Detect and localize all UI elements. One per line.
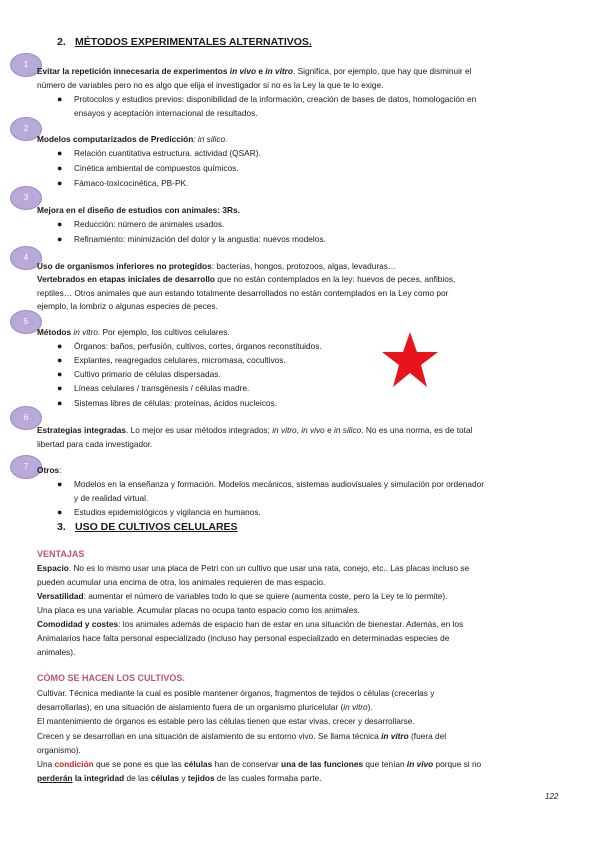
section-2-heading — [57, 36, 312, 49]
item-3-lead: Mejora en el diseño de estudios con animales: 3Rs. — [37, 205, 240, 215]
item-1-line-2: número de variables pero no es algo que elija el investigador si no es la Ley la que te lo exige. — [37, 80, 384, 90]
number-badge-1: 1 — [10, 53, 42, 77]
ventajas-comodidad-line-1: Comodidad y costes: los animales además de espacio han de estar en una situación de bienestar. Además, en los — [37, 619, 464, 629]
document-page: 2. MÉTODOS EXPERIMENTALES ALTERNATIVOS. 1 2 3 4 5 6 7 Evitar la repetición innecesaria de experimentos in vivo e in vitro. Significa, por ejemplo, que hay que disminuir el número de variables pero no es algo que elija el investigador si no es la Ley la que te lo exige. ● Protocolos y estudios previos: disponibilidad de la información, creación de bases de datos, homologación en ensayos y aceptación internacional de resultados. Modelos computarizados de Predicción: in silico. ● Relación cuantitativa estructura. actividad (QSAR). ● Cinética ambiental de compuestos químicos. ● Fámaco-toxicocinética, PB-PK. Mejora en el diseño de estudios con animales: 3Rs. ● Reducción: número de animales usados. ● Refinamiento: minimización del dolor y la angustia: nuevos modelos. Uso de organismos inferiores no protegidos: bacterias, hongos, protozoos, algas, levaduras… Vertebrados en etapas iniciales de desarrollo que no están contemplados en la ley: huevos de peces, anfibios, reptiles… Otros animales que aun estando totalmente desarrollados no están contemplados en la Ley como por ejemplo, la lombriz o algunas especies de peces. Métodos in vitro. Por ejemplo, los cultivos celulares. ● Órganos: baños, perfusión, cultivos, cortes, órganos reconstituidos. ● Explantes, reagregados celulares, micromasa, cocultivos. ● Cultivo primario de células dispersadas. ● Líneas celulares / transgénesis / células madre. ● Sistemas libres de células: proteínas, ácidos nucleicos. Estrategias integradas. Lo mejor es usar métodos integrados; in vitro, in vivo e in silico. No es una norma, es de total libertad para cada investigador. Otros: ● Modelos en la enseñanza y formación. Modelos mecánicos, sistemas audiovisuales y simulación por ordenador y de realidad virtual. ● Estudios epidemiológicos y vigilancia en humanos. 3. USO DE CULTIVOS CELULARES VENTAJAS Espacio. No es lo mismo usar una placa de Petri con un cultivo que usar una rata, conejo, etc.. Las placas incluso se pueden acumular una encima de otra, los animales requieren de mas espacio. Versatilidad: aumentar el número de variables todo lo que se quiere (aumenta coste, pero la Ley te lo permite). Una placa es una variable. Acumular placas no ocupa tanto espacio como los animales. Comodidad y costes: los animales además de espacio han de estar en una situación de bienestar. Además, en los Animalarios hace falta personal especializado (incluso hay personal especializado en determinadas especies de animales). CÓMO SE HACEN LOS CULTIVOS. Cultivar. Técnica mediante la cual es posible mantener órganos, fragmentos de tejidos o células (crecerlas y desarrollarlas), en una situación de aislamiento fuera de un organismo pluricelular (in vitro). El mantenimiento de órganos es estable pero las células tienen que estar vivas, crecer y desarrollarse. Crecen y se desarrollan en una situación de aislamiento de su entorno vivo. Se llama técnica in vitro (fuera del organismo). Una condición que se pone es que las células han de conservar una de las funciones que tenían in vivo porque si no perderán la integridad de las células y tejidos de las cuales formaba parte. 122 — [0, 0, 599, 848]
bullet-icon: ● — [57, 219, 63, 229]
bullet-icon: ● — [57, 148, 63, 158]
ventajas-espacio-line-2: pueden acumular una encima de otra, los animales requieren de mas espacio. — [37, 577, 326, 587]
como-line-5: organismo). — [37, 745, 81, 755]
ventajas-espacio-line-1: Espacio. No es lo mismo usar una placa de Petri con un cultivo que usar una rata, conejo, etc.. Las placas incluso se — [37, 563, 470, 573]
como-title: CÓMO SE HACEN LOS CULTIVOS. — [37, 673, 185, 683]
item-4-line-2: Vertebrados en etapas iniciales de desarrollo que no están contemplados en la ley: huevos de peces, anfibios, — [37, 274, 456, 284]
section-3-heading — [57, 521, 238, 534]
item-5-lead: Métodos in vitro. Por ejemplo, los cultivos celulares. — [37, 327, 230, 337]
como-line-3: El mantenimiento de órganos es estable pero las células tienen que estar vivas, crecer y desarrollarse. — [37, 716, 415, 726]
bullet-icon: ● — [57, 178, 63, 188]
como-line-4: Crecen y se desarrollan en una situación de aislamiento de su entorno vivo. Se llama técnica in vitro (fuera del — [37, 731, 447, 741]
item-6-line-1: Estrategias integradas. Lo mejor es usar métodos integrados; in vitro, in vivo e in silico. No es una norma, es de total — [37, 425, 473, 435]
como-line-1: Cultivar. Técnica mediante la cual es posible mantener órganos, fragmentos de tejidos o células (crecerlas y — [37, 688, 435, 698]
bullet-icon: ● — [57, 507, 63, 517]
como-line-7: perderán la integridad de las células y tejidos de las cuales formaba parte. — [37, 773, 322, 783]
como-line-2: desarrollarlas), en una situación de aislamiento fuera de un organismo pluricelular (in vitro). — [37, 702, 373, 712]
ventajas-versatilidad-line-2: Una placa es una variable. Acumular placas no ocupa tanto espacio como los animales. — [37, 605, 360, 615]
item-2-lead: Modelos computarizados de Predicción: in silico. — [37, 134, 228, 144]
bullet-icon: ● — [57, 355, 63, 365]
section-number: 2. — [57, 36, 66, 48]
item-7-lead: Otros: — [37, 465, 62, 475]
item-4-line-4: ejemplo, la lombriz o algunas especies de peces. — [37, 301, 218, 311]
page-number: 122 — [545, 792, 559, 801]
bullet-icon: ● — [57, 369, 63, 379]
bullet-icon: ● — [57, 341, 63, 351]
item-4-line-3: reptiles… Otros animales que aun estando totalmente desarrollados no están contemplados en la Ley como por — [37, 288, 449, 298]
ventajas-versatilidad-line-1: Versatilidad: aumentar el número de variables todo lo que se quiere (aumenta coste, pero la Ley te lo permite). — [37, 591, 448, 601]
number-badge-4: 4 — [10, 246, 42, 270]
como-line-6: Una condición que se pone es que las células han de conservar una de las funciones que tenían in vivo porque si no — [37, 759, 482, 769]
bullet-icon: ● — [57, 163, 63, 173]
number-badge-7: 7 — [10, 455, 42, 479]
bullet-icon: ● — [57, 479, 63, 489]
item-6-line-2: libertad para cada investigador. — [37, 439, 153, 449]
number-badge-5: 5 — [10, 310, 42, 334]
number-badge-2: 2 — [10, 117, 42, 141]
number-badge-6: 6 — [10, 406, 42, 430]
section-title: MÉTODOS EXPERIMENTALES ALTERNATIVOS. — [75, 36, 312, 48]
ventajas-title: VENTAJAS — [37, 549, 85, 559]
section-number: 3. — [57, 521, 66, 533]
item-4-line-1: Uso de organismos inferiores no protegidos: bacterias, hongos, protozoos, algas, levaduras… — [37, 261, 397, 271]
section-title: USO DE CULTIVOS CELULARES — [75, 521, 238, 533]
number-badge-3: 3 — [10, 186, 42, 210]
bullet-icon: ● — [57, 383, 63, 393]
ventajas-comodidad-line-3: animales). — [37, 647, 76, 657]
ventajas-comodidad-line-2: Animalarios hace falta personal especializado (incluso hay personal especializado en determinadas especies de — [37, 633, 450, 643]
bullet-icon: ● — [57, 94, 63, 104]
bullet-icon: ● — [57, 234, 63, 244]
red-star-icon — [380, 331, 440, 389]
item-1-line-1: Evitar la repetición innecesaria de experimentos in vivo e in vitro. Significa, por ejemplo, que hay que disminuir el — [37, 66, 472, 76]
bullet-icon: ● — [57, 398, 63, 408]
